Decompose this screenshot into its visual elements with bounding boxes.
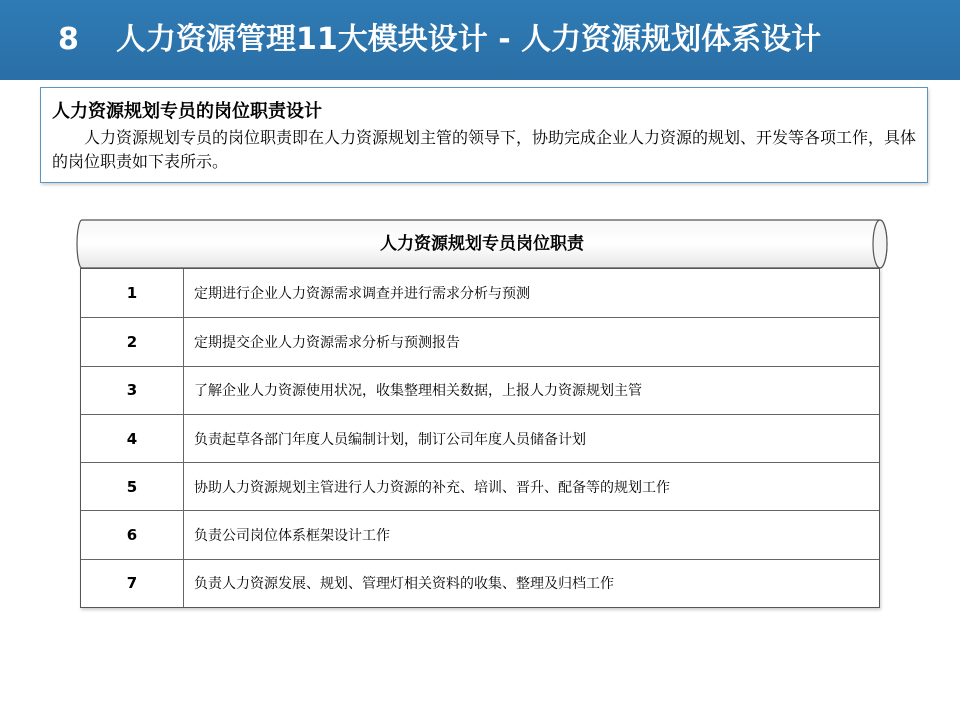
row-duty-text: 了解企业人力资源使用状况，收集整理相关数据，上报人力资源规划主管 [194, 383, 642, 400]
row-number: 7 [81, 560, 184, 607]
table-row [81, 317, 879, 365]
table-row [81, 269, 879, 317]
row-duty-text: 定期提交企业人力资源需求分析与预测报告 [194, 334, 460, 351]
row-duty-text: 负责公司岗位体系框架设计工作 [194, 528, 390, 545]
row-duty-text: 负责起草各部门年度人员编制计划，制订公司年度人员储备计划 [194, 431, 586, 448]
intro-paragraph: 人力资源规划专员的岗位职责即在人力资源规划主管的领导下，协助完成企业人力资源的规划、开发等各项工作，具体的岗位职责如下表所示。 [52, 128, 917, 171]
row-number: 1 [81, 269, 184, 317]
table-row [81, 510, 879, 558]
title-bar [0, 0, 960, 80]
table-title: 人力资源规划专员岗位职责 [380, 234, 584, 254]
page-title: 人力资源管理11大模块设计 - 人力资源规划体系设计 [116, 22, 822, 57]
row-duty-text: 定期进行企业人力资源需求调查并进行需求分析与预测 [194, 286, 530, 303]
row-duty-text: 负责人力资源发展、规划、管理灯相关资料的收集、整理及归档工作 [194, 576, 614, 593]
row-number: 6 [81, 511, 184, 558]
row-number: 4 [81, 415, 184, 462]
section-number: 8 [58, 22, 79, 57]
row-number: 3 [81, 367, 184, 414]
row-number: 2 [81, 318, 184, 365]
intro-heading: 人力资源规划专员的岗位职责设计 [52, 101, 322, 122]
table-row [81, 366, 879, 414]
duties-table [80, 268, 880, 608]
row-number: 5 [81, 463, 184, 510]
table-row [81, 414, 879, 462]
table-row [81, 559, 879, 607]
table-row [81, 462, 879, 510]
intro-box [40, 87, 928, 183]
row-duty-text: 协助人力资源规划主管进行人力资源的补充、培训、晋升、配备等的规划工作 [194, 479, 670, 496]
table-title-scroll [76, 219, 888, 269]
